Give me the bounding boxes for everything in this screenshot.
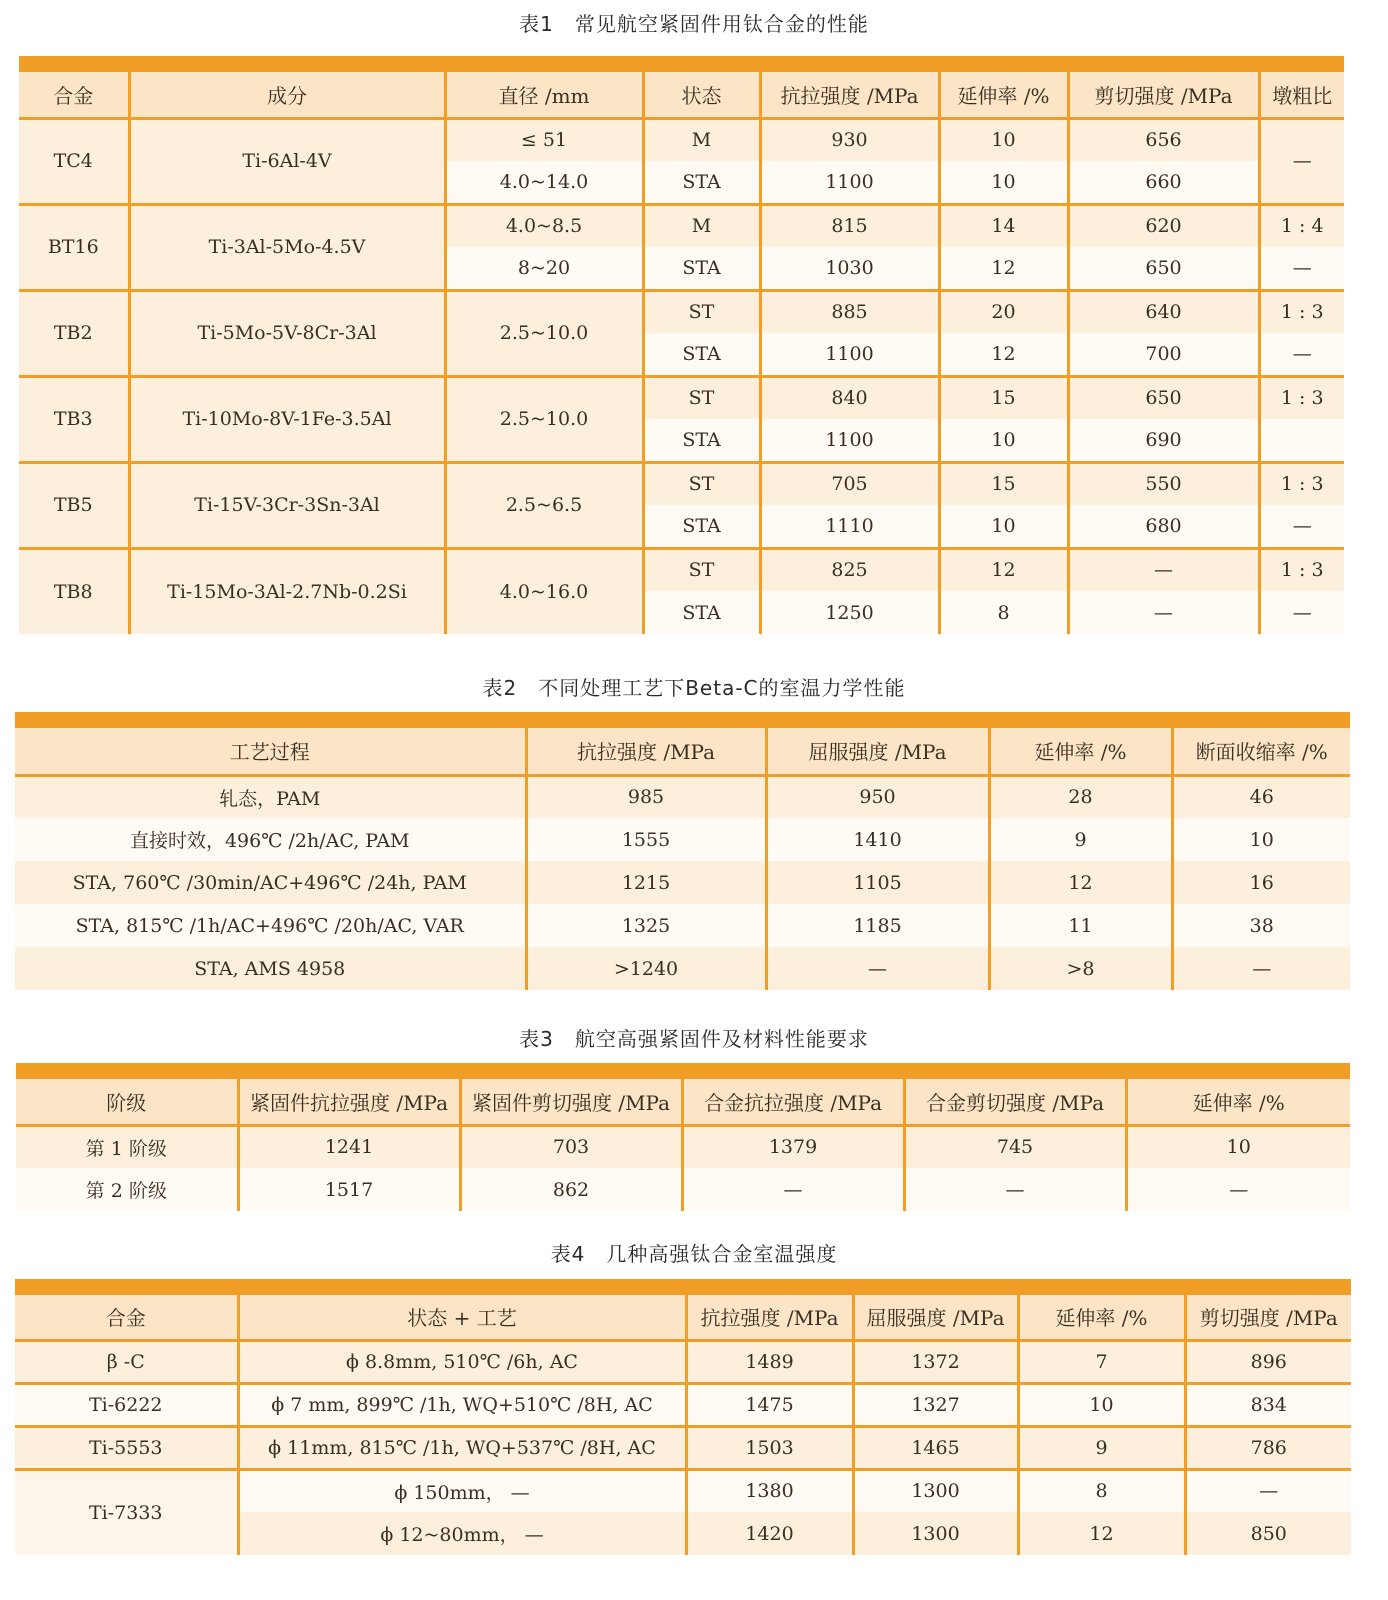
header-cell: 抗拉强度 /MPa	[526, 728, 766, 775]
table-row	[15, 1469, 1351, 1512]
table-row	[19, 290, 1344, 333]
header-cell: 屈服强度 /MPa	[766, 728, 989, 775]
shear-cell: 640	[1068, 290, 1259, 333]
tensile-cell: 840	[760, 376, 939, 419]
table1-header-row	[19, 72, 1344, 118]
header-cell: 阶级	[16, 1079, 238, 1125]
diameter-cell: 2.5~10.0	[445, 290, 643, 376]
header-cell: 墩粗比	[1259, 72, 1344, 118]
tensile-cell: 1420	[686, 1512, 853, 1555]
elongation-cell: 15	[939, 376, 1068, 419]
state-cell: STA	[643, 419, 760, 462]
process-cell: ϕ 11mm, 815℃ /1h, WQ+537℃ /8H, AC	[238, 1426, 686, 1469]
shear-cell: 850	[1185, 1512, 1351, 1555]
yield-cell: 1327	[853, 1383, 1018, 1426]
ratio-cell	[1259, 419, 1344, 462]
tensile-cell: 1325	[526, 904, 766, 947]
header-cell: 延伸率 /%	[1126, 1079, 1350, 1125]
tensile-cell: 930	[760, 118, 939, 161]
elongation-cell: 12	[939, 548, 1068, 591]
tensile-cell: 985	[526, 775, 766, 818]
header-cell: 合金	[19, 72, 129, 118]
tensile-cell: 1100	[760, 419, 939, 462]
alloy-cell: TB8	[19, 548, 129, 634]
elongation-cell: 28	[989, 775, 1172, 818]
ratio-cell: 1 : 3	[1259, 290, 1344, 333]
yield-cell: —	[766, 947, 989, 990]
state-cell: ST	[643, 548, 760, 591]
header-cell: 抗拉强度 /MPa	[686, 1295, 853, 1340]
elongation-cell: 15	[939, 462, 1068, 505]
elongation-cell: 20	[939, 290, 1068, 333]
table2-header-row	[15, 728, 1350, 775]
shear-cell: 700	[1068, 333, 1259, 376]
reduction-cell: 38	[1172, 904, 1350, 947]
reduction-cell: 46	[1172, 775, 1350, 818]
elongation-cell: 8	[939, 591, 1068, 634]
elongation-cell: 12	[939, 333, 1068, 376]
elongation-cell: 12	[1018, 1512, 1185, 1555]
tensile-cell: 1503	[686, 1426, 853, 1469]
table-row	[19, 462, 1344, 505]
table3-top-bar	[16, 1063, 1350, 1079]
alloy-cell: Ti-7333	[15, 1469, 238, 1555]
yield-cell: 1300	[853, 1512, 1018, 1555]
state-cell: ST	[643, 290, 760, 333]
header-cell: 断面收缩率 /%	[1172, 728, 1350, 775]
diameter-cell: 4.0~16.0	[445, 548, 643, 634]
table3	[16, 1079, 1350, 1211]
shear-cell: 786	[1185, 1426, 1351, 1469]
elongation-cell: 8	[1018, 1469, 1185, 1512]
header-cell: 延伸率 /%	[939, 72, 1068, 118]
tensile-cell: 815	[760, 204, 939, 247]
header-cell: 直径 /mm	[445, 72, 643, 118]
shear-cell: 896	[1185, 1340, 1351, 1383]
process-cell: ϕ 7 mm, 899℃ /1h, WQ+510℃ /8H, AC	[238, 1383, 686, 1426]
value-cell: 1379	[682, 1125, 904, 1168]
header-cell: 剪切强度 /MPa	[1068, 72, 1259, 118]
table2	[15, 728, 1350, 990]
table3-title: 表3 航空高强紧固件及材料性能要求	[519, 1027, 869, 1051]
header-cell: 紧固件抗拉强度 /MPa	[238, 1079, 460, 1125]
shear-cell: 620	[1068, 204, 1259, 247]
table1-top-bar	[19, 56, 1344, 72]
header-cell: 紧固件剪切强度 /MPa	[460, 1079, 682, 1125]
yield-cell: 1410	[766, 818, 989, 861]
table3-header-row	[16, 1079, 1350, 1125]
header-cell: 屈服强度 /MPa	[853, 1295, 1018, 1340]
yield-cell: 1185	[766, 904, 989, 947]
value-cell: 862	[460, 1168, 682, 1211]
value-cell: 745	[904, 1125, 1126, 1168]
shear-cell: 834	[1185, 1383, 1351, 1426]
header-cell: 合金抗拉强度 /MPa	[682, 1079, 904, 1125]
tensile-cell: 1489	[686, 1340, 853, 1383]
process-cell: 直接时效，496℃ /2h/AC, PAM	[129, 830, 410, 852]
ratio-cell: —	[1259, 333, 1344, 376]
tensile-cell: 1100	[760, 333, 939, 376]
header-cell: 状态 + 工艺	[238, 1295, 686, 1340]
table4-header-row	[15, 1295, 1351, 1340]
table4-title: 表4 几种高强钛合金室温强度	[550, 1242, 838, 1266]
table-row	[16, 1168, 1350, 1211]
elongation-cell: 10	[939, 419, 1068, 462]
diameter-cell: 2.5~6.5	[445, 462, 643, 548]
ratio-cell: —	[1259, 591, 1344, 634]
elongation-cell: 10	[939, 161, 1068, 204]
elongation-cell: 7	[1018, 1340, 1185, 1383]
diameter-cell: 2.5~10.0	[445, 376, 643, 462]
yield-cell: 1105	[766, 861, 989, 904]
composition-cell: Ti-15V-3Cr-3Sn-3Al	[129, 462, 445, 548]
shear-cell: 660	[1068, 161, 1259, 204]
state-cell: STA	[643, 333, 760, 376]
yield-cell: 950	[766, 775, 989, 818]
process-cell: ϕ 150mm， —	[238, 1469, 686, 1512]
composition-cell: Ti-6Al-4V	[129, 118, 445, 204]
table1-title: 表1 常见航空紧固件用钛合金的性能	[519, 12, 869, 36]
state-cell: ST	[643, 376, 760, 419]
tensile-cell: 705	[760, 462, 939, 505]
reduction-cell: 16	[1172, 861, 1350, 904]
table-row	[19, 548, 1344, 591]
state-cell: STA	[643, 505, 760, 548]
table1	[19, 72, 1344, 634]
shear-cell: 690	[1068, 419, 1259, 462]
elongation-cell: 10	[1018, 1383, 1185, 1426]
reduction-cell: —	[1172, 947, 1350, 990]
value-cell: 10	[1126, 1125, 1350, 1168]
process-cell: ϕ 12~80mm， —	[238, 1512, 686, 1555]
header-cell: 剪切强度 /MPa	[1185, 1295, 1351, 1340]
value-cell: —	[1126, 1168, 1350, 1211]
table-row	[19, 376, 1344, 419]
table2-title: 表2 不同处理工艺下Beta-C的室温力学性能	[482, 676, 906, 700]
table-row	[15, 775, 1350, 818]
diameter-cell: 4.0~8.5	[445, 204, 643, 247]
shear-cell: 650	[1068, 376, 1259, 419]
alloy-cell: Ti-5553	[15, 1426, 238, 1469]
table-row	[15, 904, 1350, 947]
ratio-cell: 1 : 3	[1259, 376, 1344, 419]
value-cell: —	[682, 1168, 904, 1211]
alloy-cell: Ti-6222	[15, 1383, 238, 1426]
grade-cell: 第 1 阶级	[85, 1137, 167, 1160]
table2-top-bar	[15, 712, 1350, 728]
elongation-cell: 14	[939, 204, 1068, 247]
tensile-cell: 1030	[760, 247, 939, 290]
diameter-cell: 8~20	[445, 247, 643, 290]
state-cell: STA	[643, 247, 760, 290]
table4	[15, 1295, 1351, 1555]
header-cell: 合金剪切强度 /MPa	[904, 1079, 1126, 1125]
tensile-cell: 825	[760, 548, 939, 591]
table-row	[15, 1426, 1351, 1469]
alloy-cell: TC4	[19, 118, 129, 204]
ratio-cell: 1 : 3	[1259, 462, 1344, 505]
shear-cell: —	[1185, 1469, 1351, 1512]
elongation-cell: 11	[989, 904, 1172, 947]
elongation-cell: 12	[989, 861, 1172, 904]
ratio-cell: —	[1259, 118, 1344, 204]
elongation-cell: 10	[939, 118, 1068, 161]
state-cell: M	[643, 118, 760, 161]
table-row	[16, 1125, 1350, 1168]
state-cell: STA	[643, 161, 760, 204]
grade-cell: 第 2 阶级	[85, 1180, 167, 1202]
yield-cell: 1465	[853, 1426, 1018, 1469]
table-row	[19, 118, 1344, 161]
elongation-cell: 9	[989, 818, 1172, 861]
composition-cell: Ti-10Mo-8V-1Fe-3.5Al	[129, 376, 445, 462]
diameter-cell: ≤ 51	[445, 118, 643, 161]
elongation-cell: 9	[1018, 1426, 1185, 1469]
composition-cell: Ti-5Mo-5V-8Cr-3Al	[129, 290, 445, 376]
tensile-cell: 1100	[760, 161, 939, 204]
table-row	[15, 1340, 1351, 1383]
header-cell: 延伸率 /%	[1018, 1295, 1185, 1340]
state-cell: ST	[643, 462, 760, 505]
tensile-cell: 1475	[686, 1383, 853, 1426]
ratio-cell: —	[1259, 247, 1344, 290]
tensile-cell: 885	[760, 290, 939, 333]
header-cell: 延伸率 /%	[989, 728, 1172, 775]
process-cell: ϕ 8.8mm, 510℃ /6h, AC	[238, 1340, 686, 1383]
table-row	[15, 818, 1350, 861]
shear-cell: 656	[1068, 118, 1259, 161]
table4-top-bar	[15, 1279, 1351, 1295]
elongation-cell: 10	[939, 505, 1068, 548]
value-cell: 1517	[238, 1168, 460, 1211]
header-cell: 工艺过程	[15, 728, 526, 775]
composition-cell: Ti-3Al-5Mo-4.5V	[129, 204, 445, 290]
yield-cell: 1300	[853, 1469, 1018, 1512]
table-row	[15, 947, 1350, 990]
header-cell: 状态	[643, 72, 760, 118]
process-cell: STA, 760℃ /30min/AC+496℃ /24h, PAM	[72, 871, 467, 894]
alloy-cell: TB2	[19, 290, 129, 376]
yield-cell: 1372	[853, 1340, 1018, 1383]
elongation-cell: 12	[939, 247, 1068, 290]
process-cell: STA, AMS 4958	[194, 957, 346, 980]
shear-cell: 680	[1068, 505, 1259, 548]
tensile-cell: >1240	[526, 947, 766, 990]
ratio-cell: —	[1259, 505, 1344, 548]
alloy-cell: TB5	[19, 462, 129, 548]
composition-cell: Ti-15Mo-3Al-2.7Nb-0.2Si	[129, 548, 445, 634]
header-cell: 抗拉强度 /MPa	[760, 72, 939, 118]
alloy-cell: TB3	[19, 376, 129, 462]
table-row	[15, 861, 1350, 904]
table-row	[19, 204, 1344, 247]
diameter-cell: 4.0~14.0	[445, 161, 643, 204]
value-cell: 1241	[238, 1125, 460, 1168]
ratio-cell: 1 : 4	[1259, 204, 1344, 247]
shear-cell: 550	[1068, 462, 1259, 505]
table-row	[15, 1383, 1351, 1426]
ratio-cell: 1 : 3	[1259, 548, 1344, 591]
alloy-cell: β -C	[106, 1350, 145, 1373]
tensile-cell: 1555	[526, 818, 766, 861]
state-cell: STA	[643, 591, 760, 634]
shear-cell: —	[1068, 548, 1259, 591]
process-cell: STA, 815℃ /1h/AC+496℃ /20h/AC, VAR	[75, 914, 464, 937]
tensile-cell: 1215	[526, 861, 766, 904]
value-cell: 703	[460, 1125, 682, 1168]
reduction-cell: 10	[1172, 818, 1350, 861]
alloy-cell: BT16	[19, 204, 129, 290]
tensile-cell: 1110	[760, 505, 939, 548]
value-cell: —	[904, 1168, 1126, 1211]
tensile-cell: 1250	[760, 591, 939, 634]
header-cell: 合金	[15, 1295, 238, 1340]
header-cell: 成分	[129, 72, 445, 118]
tensile-cell: 1380	[686, 1469, 853, 1512]
state-cell: M	[643, 204, 760, 247]
shear-cell: 650	[1068, 247, 1259, 290]
shear-cell: —	[1068, 591, 1259, 634]
process-cell: 轧态，PAM	[219, 787, 321, 810]
elongation-cell: >8	[989, 947, 1172, 990]
